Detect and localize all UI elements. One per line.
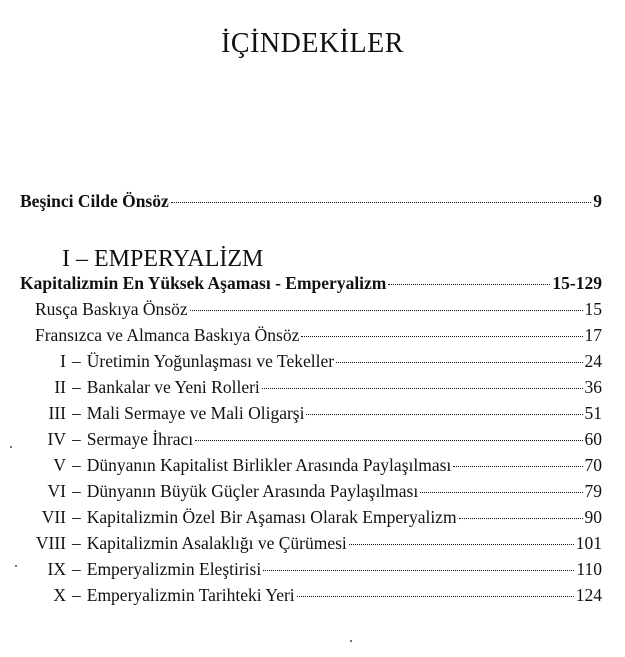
- entry-page: 90: [584, 507, 602, 527]
- scan-speck: [10, 446, 12, 448]
- entry-label: Kapitalizmin En Yüksek Aşaması - Emperyalizm: [20, 273, 387, 293]
- chapter-number: VIII: [35, 533, 66, 553]
- entry-label: Beşinci Cilde Önsöz: [20, 191, 169, 211]
- entry-label: Sermaye İhracı: [86, 429, 194, 449]
- dot-leader: [349, 544, 574, 545]
- toc-entry-chapter-9[interactable]: IX – Emperyalizmin Eleştirisi 110: [28, 559, 602, 583]
- dot-leader: [306, 414, 582, 415]
- chapter-number: X: [53, 585, 66, 605]
- dot-leader: [388, 284, 550, 285]
- entry-page: 17: [584, 325, 602, 345]
- dot-leader: [301, 336, 582, 337]
- toc-entry-preface-russian[interactable]: [35, 299, 602, 323]
- entry-page: 70: [584, 455, 602, 475]
- entry-page: 79: [584, 481, 602, 501]
- entry-page: 9: [593, 191, 602, 211]
- entry-label: Fransızca ve Almanca Baskıya Önsöz: [35, 325, 300, 345]
- entry-label: Kapitalizmin Özel Bir Aşaması Olarak Emperyalizm: [86, 507, 457, 527]
- scan-speck: [15, 565, 17, 567]
- entry-page: 24: [584, 351, 602, 371]
- toc-entry-main[interactable]: [20, 273, 602, 297]
- toc-entry-preface-french-german[interactable]: [35, 325, 602, 349]
- entry-label: Dünyanın Kapitalist Birlikler Arasında Paylaşılması: [86, 455, 452, 475]
- entry-label: Mali Sermaye ve Mali Oligarşi: [86, 403, 305, 423]
- entry-label: Rusça Baskıya Önsöz: [35, 299, 188, 319]
- entry-page: 36: [584, 377, 602, 397]
- toc-entry-foreword[interactable]: [20, 191, 602, 215]
- chapter-number: V: [53, 455, 66, 475]
- chapter-number: I: [60, 351, 66, 371]
- entry-label: Bankalar ve Yeni Rolleri: [86, 377, 260, 397]
- toc-entry-chapter-1[interactable]: I – Üretimin Yoğunlaşması ve Tekeller 24: [28, 351, 602, 375]
- chapter-number: IX: [47, 559, 66, 579]
- dot-leader: [297, 596, 574, 597]
- dot-leader: [420, 492, 582, 493]
- entry-label: Üretimin Yoğunlaşması ve Tekeller: [86, 351, 335, 371]
- toc-entry-chapter-2[interactable]: II – Bankalar ve Yeni Rolleri 36: [28, 377, 602, 401]
- dot-leader: [263, 570, 574, 571]
- entry-page: 15: [584, 299, 602, 319]
- toc-entry-chapter-5[interactable]: V – Dünyanın Kapitalist Birlikler Arasında Paylaşılması 70: [28, 455, 602, 479]
- entry-page: 51: [584, 403, 602, 423]
- chapter-number: VI: [47, 481, 66, 501]
- toc-entry-chapter-4[interactable]: IV – Sermaye İhracı 60: [28, 429, 602, 453]
- entry-label: Dünyanın Büyük Güçler Arasında Paylaşılması: [86, 481, 419, 501]
- entry-label: Kapitalizmin Asalaklığı ve Çürümesi: [86, 533, 347, 553]
- entry-page: 124: [575, 585, 602, 605]
- entry-page: 15-129: [552, 273, 602, 293]
- toc-entry-chapter-8[interactable]: VIII – Kapitalizmin Asalaklığı ve Çürümesi 101: [28, 533, 602, 557]
- toc-entry-chapter-3[interactable]: III – Mali Sermaye ve Mali Oligarşi 51: [28, 403, 602, 427]
- dot-leader: [171, 202, 591, 203]
- chapter-number: VII: [41, 507, 66, 527]
- dot-leader: [195, 440, 582, 441]
- entry-page: 101: [575, 533, 602, 553]
- toc-entry-chapter-6[interactable]: VI – Dünyanın Büyük Güçler Arasında Paylaşılması 79: [28, 481, 602, 505]
- dot-leader: [262, 388, 583, 389]
- section-heading: I – EMPERYALİZM: [62, 246, 264, 272]
- toc-entry-chapter-7[interactable]: VII – Kapitalizmin Özel Bir Aşaması Olarak Emperyalizm 90: [28, 507, 602, 531]
- dot-leader: [336, 362, 582, 363]
- dot-leader: [459, 518, 583, 519]
- toc-title: İÇİNDEKİLER: [221, 28, 404, 59]
- chapter-number: IV: [47, 429, 66, 449]
- entry-page: 60: [584, 429, 602, 449]
- entry-label: Emperyalizmin Eleştirisi: [86, 559, 262, 579]
- dot-leader: [190, 310, 583, 311]
- chapter-number: III: [48, 403, 66, 423]
- scan-speck: [350, 640, 352, 642]
- entry-page: 110: [576, 559, 602, 579]
- toc-entry-chapter-10[interactable]: X – Emperyalizmin Tarihteki Yeri 124: [28, 585, 602, 609]
- dot-leader: [453, 466, 582, 467]
- entry-label: Emperyalizmin Tarihteki Yeri: [86, 585, 295, 605]
- chapter-number: II: [54, 377, 66, 397]
